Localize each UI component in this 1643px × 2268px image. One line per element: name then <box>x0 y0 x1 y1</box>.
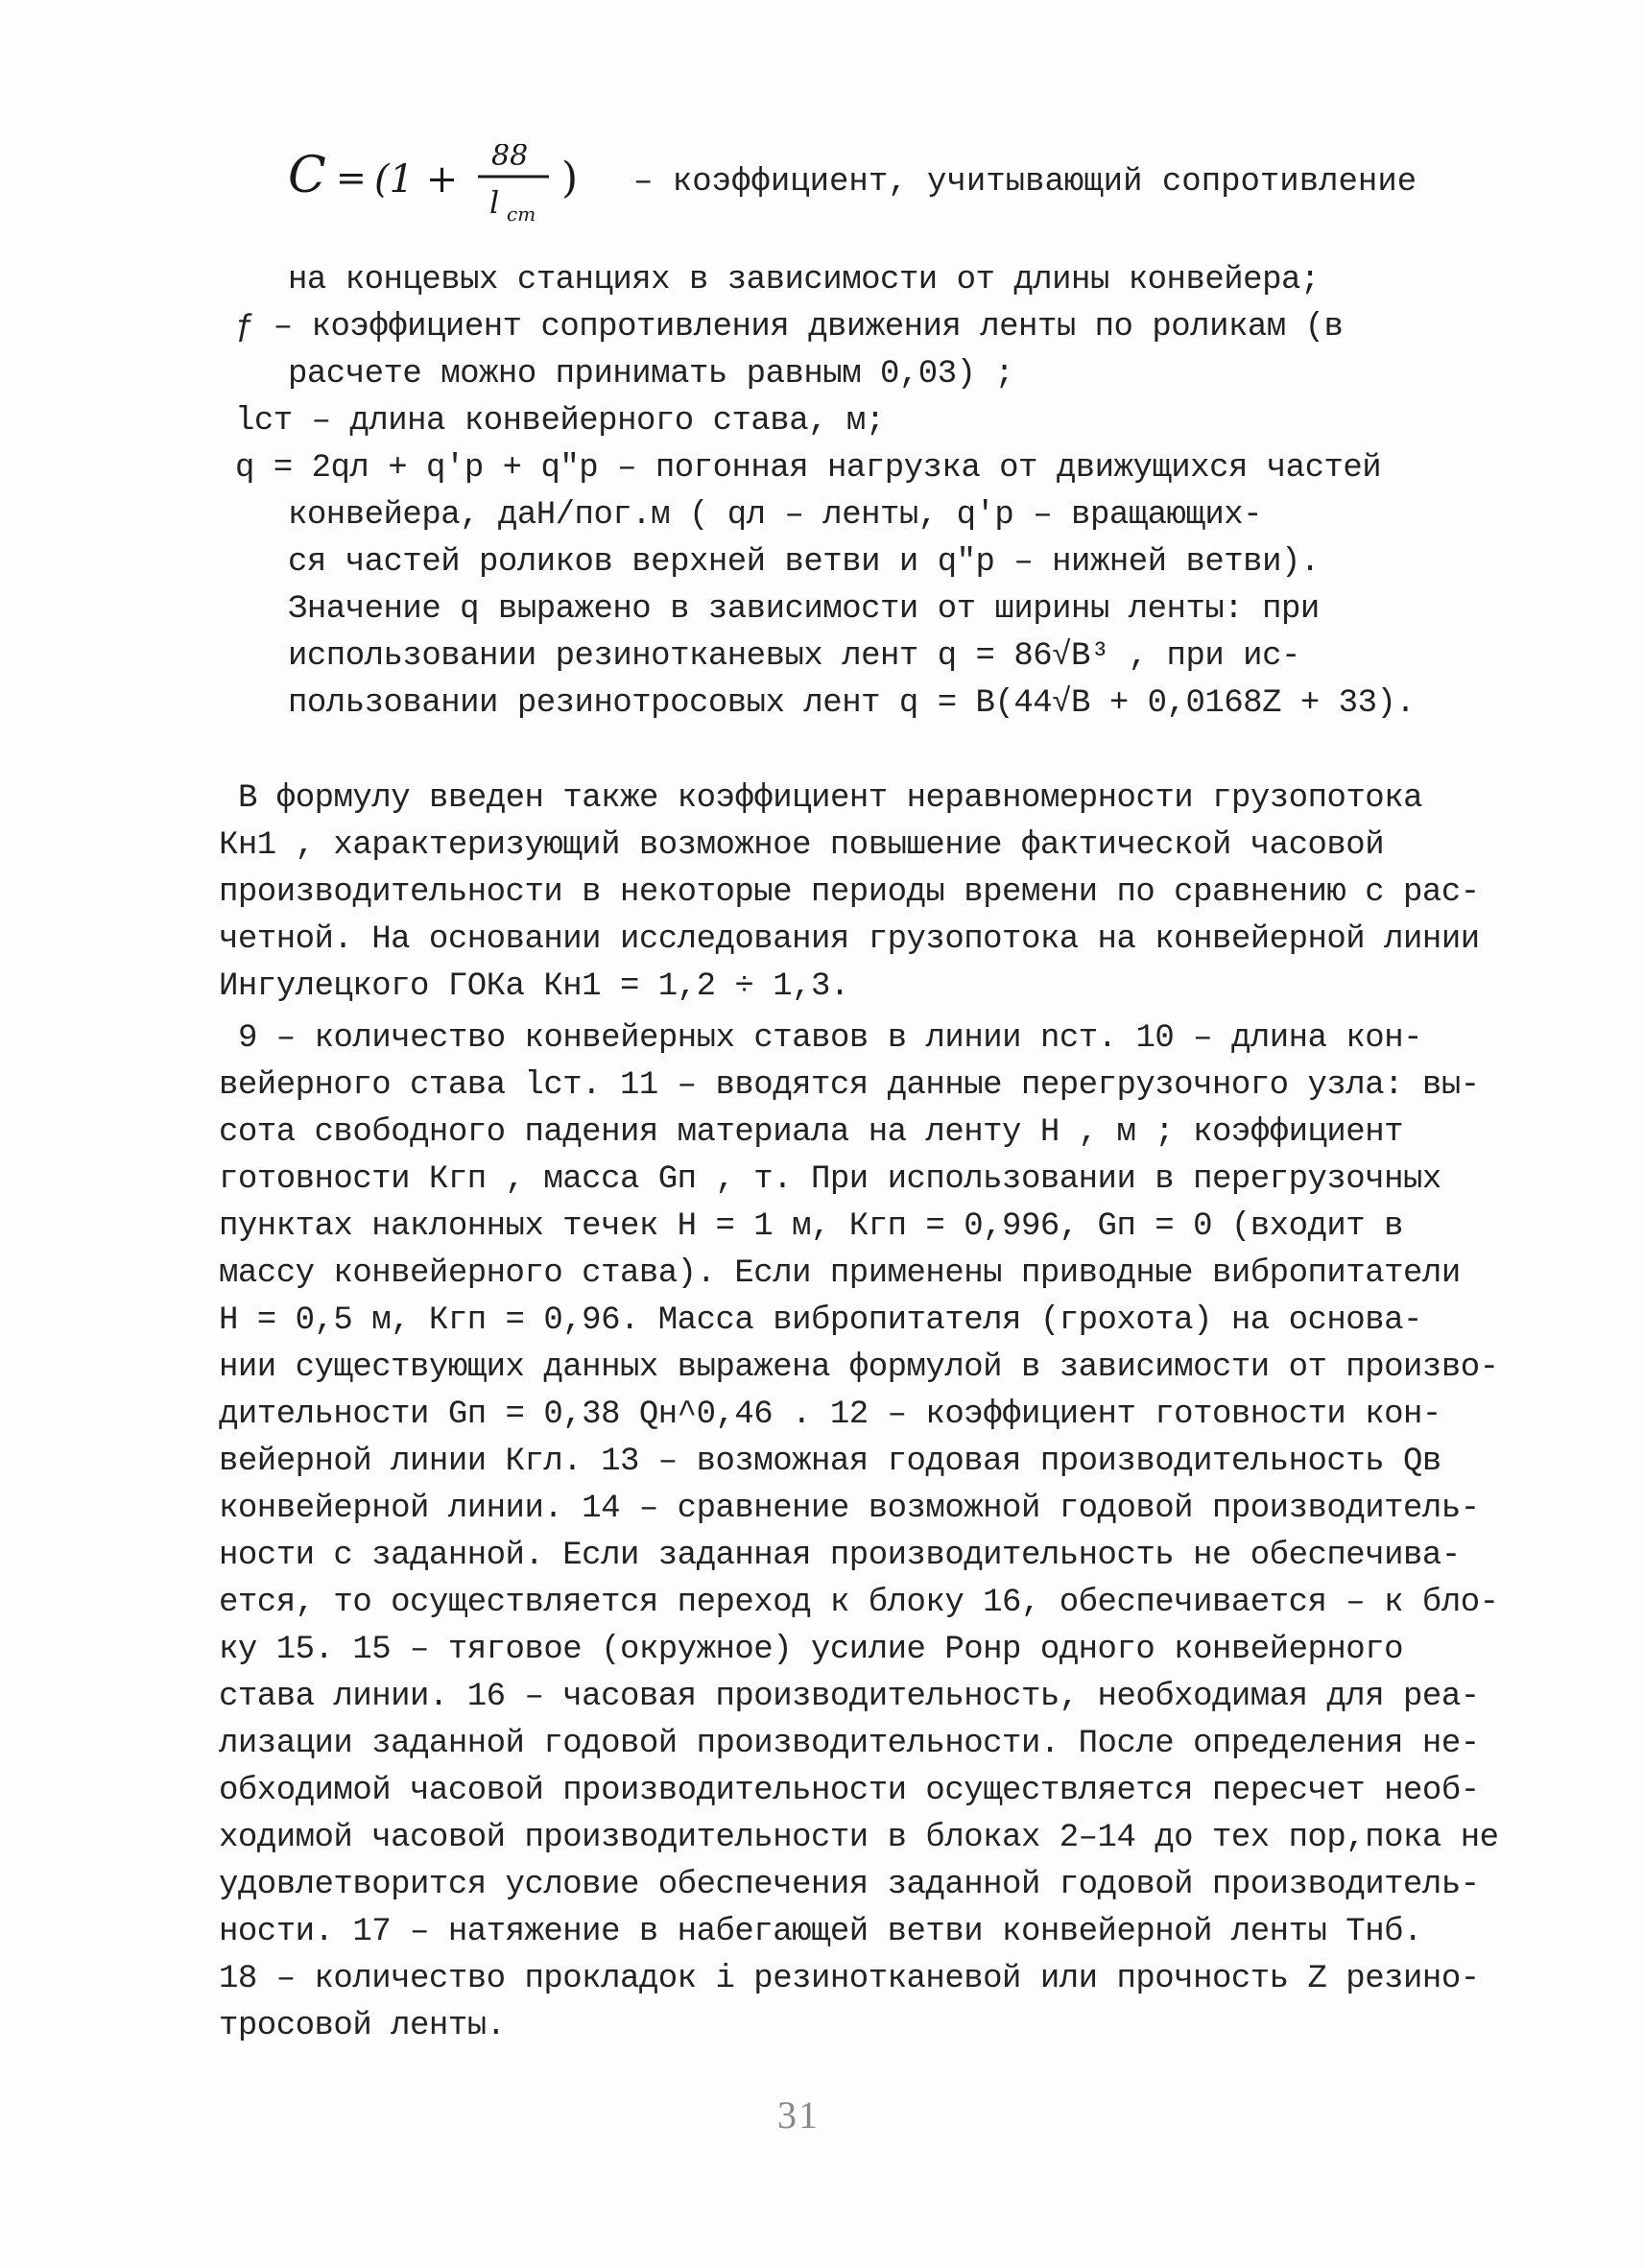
paragraph-line: ется, то осуществляется переход к блоку 16, обеспечивается – к бло- <box>219 1585 1499 1621</box>
paragraph-line: четной. На основании исследования грузопотока на конвейерной линии <box>219 921 1480 958</box>
paragraph-line: вейерного става lст. 11 – вводятся данные перегрузочного узла: вы- <box>219 1067 1480 1104</box>
formula-open: (1 + <box>374 157 459 202</box>
definition-line: на концевых станциях в зависимости от длины конвейера; <box>288 262 1320 298</box>
formula-denominator: l <box>489 184 500 221</box>
formula-equals: = <box>336 156 367 199</box>
paragraph-line: лизации заданной годовой производительности. После определения не- <box>219 1726 1480 1762</box>
paragraph-algorithm-blocks <box>219 1015 1499 2050</box>
paragraph-line: конвейерной линии. 14 – сравнение возможной годовой производитель- <box>219 1491 1480 1527</box>
paragraph-line: ходимой часовой производительности в блоках 2–14 до тех пор,пока не <box>219 1820 1499 1856</box>
paragraph-line: удовлетворится условие обеспечения заданной годовой производитель- <box>219 1867 1480 1903</box>
paragraph-line: тросовой ленты. <box>219 2008 506 2044</box>
paragraph-line: вейерной линии Кгл. 13 – возможная годовая производительность Qв <box>219 1444 1441 1480</box>
paragraph-line: 18 – количество прокладок i резинотканевой или прочность Z резино- <box>219 1961 1480 1997</box>
definition-line: использовании резинотканевых лент q = 86√B³ , при ис- <box>288 638 1300 675</box>
paragraph-uneven-flow <box>219 776 1480 1011</box>
paragraph-line: нии существующих данных выражена формулой в зависимости от произво- <box>219 1349 1499 1386</box>
definition-line: конвейера, даН/пог.м ( qл – ленты, q′р – вращающих- <box>288 497 1263 534</box>
page-number: 31 <box>777 2093 820 2137</box>
paragraph-line: сота свободного падения материала на ленту H , м ; коэффициент <box>219 1114 1404 1151</box>
paragraph-line: ку 15. 15 – тяговое (окружное) усилие Ронр одного конвейерного <box>219 1632 1404 1668</box>
definition-line: расчете можно принимать равным 0,03) ; <box>288 356 1014 393</box>
definition-line: ƒ – коэффициент сопротивления движения ленты по роликам (в <box>235 309 1344 346</box>
definition-line: Значение q выражено в зависимости от ширины ленты: при <box>288 591 1320 628</box>
paragraph-line: производительности в некоторые периоды времени по сравнению с рас- <box>219 874 1480 911</box>
paragraph-line: 9 – количество конвейерных ставов в линии nст. 10 – длина кон- <box>238 1020 1423 1057</box>
formula-close: ) <box>561 154 579 203</box>
paragraph-line: Ингулецкого ГОКа Кн1 = 1,2 ÷ 1,3. <box>219 968 849 1005</box>
definition-line: пользовании резинотросовых лент q = B(44√B + 0,0168Z + 33). <box>288 685 1416 722</box>
formula-description: – коэффициент, учитывающий сопротивление <box>633 164 1417 201</box>
definition-line: q = 2qл + q′р + q″р – погонная нагрузка от движущихся частей <box>235 450 1382 487</box>
definition-line: lст – длина конвейерного става, м; <box>235 403 885 440</box>
definitions-block <box>235 257 1416 728</box>
formula-numerator: 88 <box>491 144 529 173</box>
paragraph-line: дительности Gп = 0,38 Qн^0,46 . 12 – коэффициент готовности кон- <box>219 1397 1441 1433</box>
paragraph-line: пунктах наклонных течек H = 1 м, Кгп = 0,996, Gп = 0 (входит в <box>219 1208 1404 1245</box>
paragraph-line: В формулу введен также коэффициент неравномерности грузопотока <box>238 780 1423 817</box>
paragraph-line: готовности Кгп , масса Gп , т. При использовании в перегрузочных <box>219 1161 1441 1198</box>
paragraph-line: Кн1 , характеризующий возможное повышение фактической часовой <box>219 827 1385 864</box>
paragraph-line: ности с заданной. Если заданная производительность не обеспечива- <box>219 1538 1461 1574</box>
paragraph-line: обходимой часовой производительности осуществляется пересчет необ- <box>219 1773 1480 1809</box>
paragraph-line: ности. 17 – натяжение в набегающей ветви конвейерной ленты Тнб. <box>219 1914 1422 1950</box>
paragraph-line: массу конвейерного става). Если применены приводные вибропитатели <box>219 1255 1461 1292</box>
paragraph-line: става линии. 16 – часовая производительность, необходимая для реа- <box>219 1679 1480 1715</box>
definition-line: ся частей роликов верхней ветви и q″р – нижней ветви). <box>288 544 1320 581</box>
formula-denominator-sub: ст <box>507 203 536 226</box>
formula-lhs: C <box>288 147 326 204</box>
formula-coefficient-c <box>288 144 1536 259</box>
paragraph-line: H = 0,5 м, Кгп = 0,96. Масса вибропитателя (грохота) на основа- <box>219 1302 1422 1339</box>
